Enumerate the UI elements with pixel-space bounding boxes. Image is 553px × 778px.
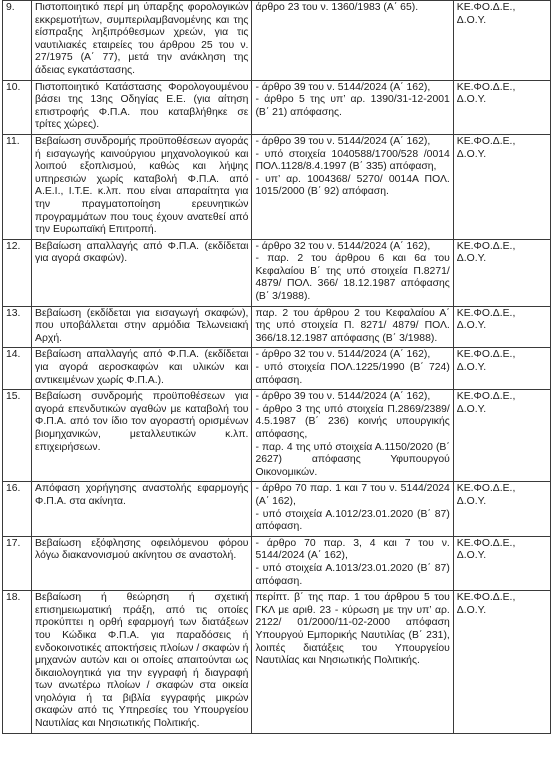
legal-basis-line: - άρθρο 70 παρ. 1 και 7 του ν. 5144/2024 (Α΄ 162), <box>255 483 450 507</box>
legal-basis <box>252 306 453 348</box>
legal-basis <box>252 239 453 306</box>
authority-line: ΚΕ.ΦΟ.Δ.Ε., <box>456 307 516 319</box>
row-number: 12. <box>3 239 32 306</box>
legal-basis-line: άρθρο 23 του ν. 1360/1983 (Α΄ 65). <box>255 2 419 13</box>
row-number: 10. <box>3 80 32 134</box>
row-number: 15. <box>3 390 32 482</box>
legal-basis-line: - υπό στοιχεία Α.1012/23.01.2020 (Β΄ 87) απόφαση. <box>255 508 450 533</box>
competent-authority <box>453 591 550 734</box>
authority-line: Δ.Ο.Υ. <box>456 253 487 265</box>
competent-authority <box>453 390 550 482</box>
table-row <box>3 348 551 390</box>
authority-line: ΚΕ.ΦΟ.Δ.Ε., <box>456 391 516 403</box>
legal-basis-line: περίπτ. β΄ της παρ. 1 του άρθρου 5 του ΓΚΛ με αριθ. 23 - κύρωση με την υπ’ αρ. 2122/ 01/2000/11-02-2000 απόφαση Υπουργού Εμπορικής Ναυτιλίας (Β΄ 231), λοιπές διατάξεις του Υπουργείου Ναυτιλίας και Νησιωτικής Πολιτικής. <box>255 592 450 667</box>
legal-basis-line: - άρθρο 32 του ν. 5144/2024 (Α΄ 162), <box>255 240 431 252</box>
document-description: Βεβαίωση απαλλαγής από Φ.Π.Α. (εκδίδεται για αγορά αεροσκαφών και υλικών και αντικειμένων χωρίς Φ.Π.Α.). <box>32 348 252 390</box>
authority-line: Δ.Ο.Υ. <box>456 14 487 26</box>
authority-line: Δ.Ο.Υ. <box>456 320 487 332</box>
competent-authority <box>453 482 550 536</box>
row-number: 16. <box>3 482 32 536</box>
table-row <box>3 134 551 239</box>
competent-authority <box>453 134 550 239</box>
authority-line: Δ.Ο.Υ. <box>456 495 487 507</box>
row-number: 9. <box>3 1 32 81</box>
table-row <box>3 536 551 590</box>
legal-basis <box>252 482 453 536</box>
authority-line: ΚΕ.ΦΟ.Δ.Ε., <box>456 349 516 361</box>
authority-line: Δ.Ο.Υ. <box>456 550 487 562</box>
table-row <box>3 80 551 134</box>
row-number: 11. <box>3 134 32 239</box>
legal-basis-line: - υπ’ αρ. 1004368/ 5270/ 0014Α ΠΟΛ. 1015/2000 (Β΄ 92) απόφαση. <box>255 173 450 198</box>
table-row <box>3 1 551 81</box>
document-description: Βεβαίωση ή θεώρηση ή σχετική επισημειωματική πράξη, από τις οποίες προκύπτει η ορθή εφαρμογή των διατάξεων του Κώδικα Φ.Π.Α. για παραδόσεις ή ενδοκοινοτικές αποκτήσεις πλοίων / σκαφών ή μηχανών αυτών και οι οποίες απαιτούνται ως δικαιολογητικά για την εγγραφή ή διαγραφή των ανωτέρω πλοίων / σκαφών στα οικεία νηολόγια ή τα βιβλία εγγραφής μικρών σκαφών από τις Υπηρεσίες του Υπουργείου Ναυτιλίας και Νησιωτικής Πολιτικής. <box>32 591 252 734</box>
legal-basis-line: - άρθρο 5 της υπ’ αρ. 1390/31-12-2001 (Β΄ 21) απόφασης. <box>255 94 450 118</box>
row-number: 13. <box>3 306 32 348</box>
authority-line: Δ.Ο.Υ. <box>456 148 487 160</box>
document-description: Βεβαίωση (εκδίδεται για εισαγωγή σκαφών), που υποβάλλεται στην αρμόδια Τελωνειακή Αρχή. <box>32 306 252 348</box>
row-number: 14. <box>3 348 32 390</box>
legal-basis-line: παρ. 2 του άρθρου 2 του Κεφαλαίου Α΄ της υπό στοιχεία Π. 8271/ 4879/ ΠΟΛ. 366/18.12.1987 απόφασης (Β΄ 3/1988). <box>255 307 450 344</box>
authority-line: ΚΕ.ΦΟ.Δ.Ε., <box>456 537 516 549</box>
document-description: Πιστοποιητικό Κατάστασης Φορολογουμένου βάσει της 13ης Οδηγίας Ε.Ε. (για αίτηση επιστροφής Φ.Π.Α. που καταβλήθηκε σε τρίτες χώρες). <box>32 80 252 134</box>
document-description: Βεβαίωση εξόφλησης οφειλόμενου φόρου λόγω διακανονισμού ακίνητου σε αναστολή. <box>32 536 252 590</box>
document-description: Απόφαση χορήγησης αναστολής εφαρμογής Φ.Π.Α. στα ακίνητα. <box>32 482 252 536</box>
authority-line: ΚΕ.ΦΟ.Δ.Ε., <box>456 135 516 147</box>
legal-basis <box>252 348 453 390</box>
legal-basis-line: - παρ. 2 του άρθρου 6 και 6α του Κεφαλαίου Β΄ της υπό στοιχεία Π.8271/ 4879/ ΠΟΛ. 366/ 18.12.1987 απόφασης (Β΄ 3/1988). <box>255 253 450 303</box>
authority-line: ΚΕ.ΦΟ.Δ.Ε., <box>456 81 516 93</box>
legal-basis-line: - υπό στοιχεία 1040588/1700/528 /0014 ΠΟΛ.1128/8.4.1997 (Β΄ 335) απόφαση, <box>255 148 450 173</box>
competent-authority <box>453 348 550 390</box>
legal-basis <box>252 390 453 482</box>
authority-line: ΚΕ.ΦΟ.Δ.Ε., <box>456 240 516 252</box>
legal-basis-line: - υπό στοιχεία Α.1013/23.01.2020 (Β΄ 87) απόφαση. <box>255 562 450 587</box>
authority-line: Δ.Ο.Υ. <box>456 362 487 374</box>
authority-line: Δ.Ο.Υ. <box>456 403 487 415</box>
certificates-table <box>2 0 551 734</box>
authority-line: ΚΕ.ΦΟ.Δ.Ε., <box>456 2 516 13</box>
legal-basis-line: - άρθρο 32 του ν. 5144/2024 (Α΄ 162), <box>255 349 431 361</box>
document-description: Πιστοποιητικό περί μη ύπαρξης φορολογικών εκκρεμοτήτων, συμπεριλαμβανομένης και της είσπραξης ληξιπρόθεσμων χρεών, για τις ναυτιλιακές εταιρείες του άρθρου 25 του ν. 27/1975 (Α΄ 77), μετά την ανάκληση της άδειας εγκατάστασης. <box>32 1 252 81</box>
document-description: Βεβαίωση συνδρομής προϋποθέσεων για αγορά επενδυτικών αγαθών με καταβολή του Φ.Π.Α. από τον ίδιο τον αγοραστή ορισμένων βιομηχανικών, μεταλλευτικών κ.λπ. επιχειρήσεων. <box>32 390 252 482</box>
document-description: Βεβαίωση απαλλαγής από Φ.Π.Α. (εκδίδεται για αγορά σκαφών). <box>32 239 252 306</box>
legal-basis <box>252 134 453 239</box>
table-row <box>3 306 551 348</box>
legal-basis <box>252 1 453 81</box>
authority-line: Δ.Ο.Υ. <box>456 604 487 616</box>
row-number: 18. <box>3 591 32 734</box>
row-number: 17. <box>3 536 32 590</box>
table-body <box>3 1 551 734</box>
competent-authority <box>453 1 550 81</box>
table-row <box>3 239 551 306</box>
legal-basis <box>252 80 453 134</box>
legal-basis-line: - παρ. 4 της υπό στοιχεία Α.1150/2020 (Β΄ 2627) απόφασης Υφυπουργού Οικονομικών. <box>255 441 450 478</box>
legal-basis-line: - υπό στοιχεία ΠΟΛ.1225/1990 (Β΄ 724) απόφαση. <box>255 362 450 386</box>
competent-authority <box>453 536 550 590</box>
legal-basis-line: - άρθρο 70 παρ. 3, 4 και 7 του ν. 5144/2024 (Α΄ 162), <box>255 537 450 562</box>
legal-basis-line: - άρθρο 39 του ν. 5144/2024 (Α΄ 162), <box>255 135 431 147</box>
authority-line: ΚΕ.ΦΟ.Δ.Ε., <box>456 483 516 495</box>
competent-authority <box>453 306 550 348</box>
table-row <box>3 390 551 482</box>
competent-authority <box>453 80 550 134</box>
competent-authority <box>453 239 550 306</box>
authority-line: Δ.Ο.Υ. <box>456 94 487 106</box>
legal-basis-line: - άρθρο 39 του ν. 5144/2024 (Α΄ 162), <box>255 81 431 93</box>
legal-basis <box>252 536 453 590</box>
authority-line: ΚΕ.ΦΟ.Δ.Ε., <box>456 592 516 604</box>
legal-basis <box>252 591 453 734</box>
document-description: Βεβαίωση συνδρομής προϋποθέσεων αγοράς ή εισαγωγής καινούργιου μηχανολογικού και λοιπού εξοπλισμού, καθώς και λήψης υπηρεσιών χωρίς καταβολή Φ.Π.Α. από Α.Ε.Ι., Ι.Τ.Ε. κ.λπ. που είναι απαραίτητα για την πραγματοποίηση ερευνητικών προγραμμάτων που τους έχουν ανατεθεί από την Ευρωπαϊκή Επιτροπή. <box>32 134 252 239</box>
legal-basis-line: - άρθρο 39 του ν. 5144/2024 (Α΄ 162), <box>255 391 431 403</box>
legal-basis-line: - άρθρο 3 της υπό στοιχεία Π.2869/2389/ 4.5.1987 (Β΄ 236) κοινής υπουργικής απόφασης, <box>255 403 450 440</box>
table-row <box>3 591 551 734</box>
table-row <box>3 482 551 536</box>
